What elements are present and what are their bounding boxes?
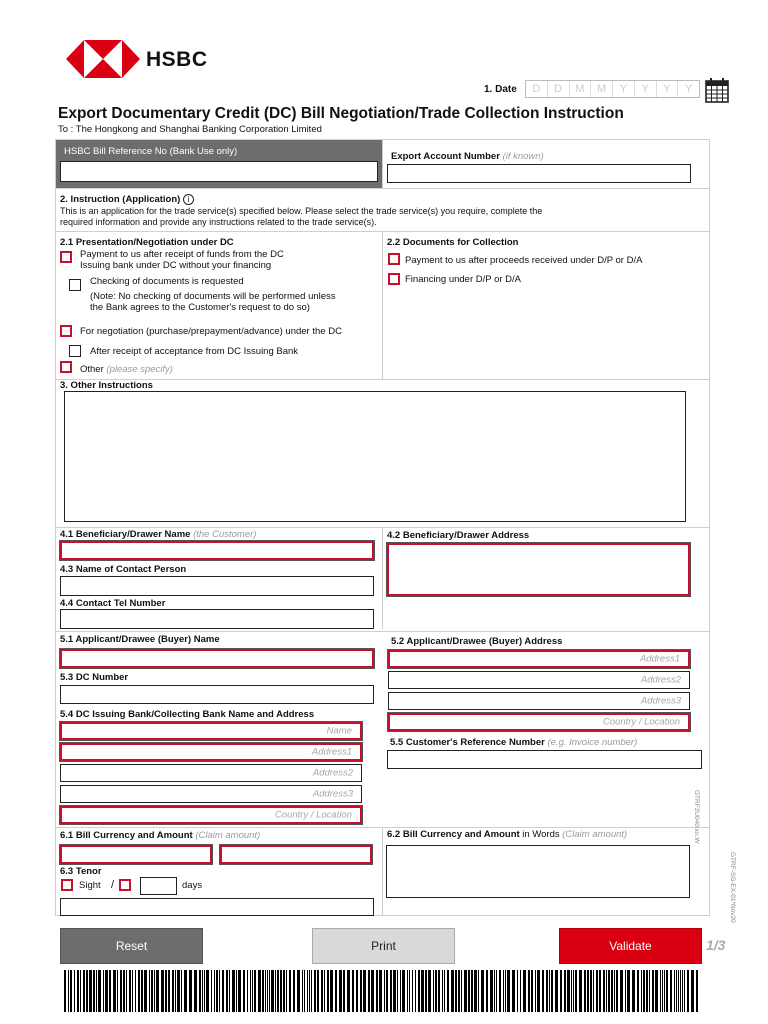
date-label: 1. Date bbox=[484, 84, 517, 95]
hsbc-hexagon-icon bbox=[66, 40, 140, 78]
date-cell[interactable]: D bbox=[526, 81, 548, 97]
bill-currency-label: 6.1 Bill Currency and Amount (Claim amount) bbox=[60, 830, 261, 841]
date-cell[interactable]: Y bbox=[635, 81, 657, 97]
checking-docs-label: Checking of documents is requested bbox=[90, 276, 244, 287]
acceptance-checkbox[interactable] bbox=[69, 345, 81, 357]
contact-person-input[interactable] bbox=[60, 576, 374, 596]
addressee-line: To : The Hongkong and Shanghai Banking Corporation Limited bbox=[58, 124, 322, 135]
tenor-detail-input[interactable] bbox=[60, 898, 374, 916]
date-cell[interactable]: M bbox=[591, 81, 613, 97]
info-icon[interactable]: i bbox=[183, 194, 194, 205]
bill-amount-input[interactable] bbox=[220, 845, 372, 864]
beneficiary-address-input[interactable] bbox=[387, 543, 690, 596]
applicant-name-label: 5.1 Applicant/Drawee (Buyer) Name bbox=[60, 634, 220, 645]
instruction-desc-2: required information and provide any instructions related to the trade service(s). bbox=[60, 217, 377, 227]
date-cell[interactable]: Y bbox=[657, 81, 679, 97]
issuing-bank-country-input[interactable]: Country / Location bbox=[60, 806, 362, 824]
collection-financing-checkbox[interactable] bbox=[388, 273, 400, 285]
form-title: Export Documentary Credit (DC) Bill Negotiation/Trade Collection Instruction bbox=[58, 105, 624, 122]
amount-words-input[interactable] bbox=[386, 845, 690, 898]
checking-docs-checkbox[interactable] bbox=[69, 279, 81, 291]
applicant-name-input[interactable] bbox=[60, 649, 374, 668]
section-2-2-heading: 2.2 Documents for Collection bbox=[387, 237, 519, 248]
other-instructions-textarea[interactable] bbox=[64, 391, 686, 522]
applicant-address2-input[interactable]: Address2 bbox=[388, 671, 690, 689]
collection-payment-label: Payment to us after proceeds received under D/P or D/A bbox=[405, 255, 643, 266]
issuing-bank-address1-input[interactable]: Address1 bbox=[60, 743, 362, 761]
side-code-2: GTRF-SG-EX-01*Nov20 bbox=[729, 852, 736, 923]
brand-name: HSBC bbox=[146, 48, 208, 71]
reset-button[interactable]: Reset bbox=[60, 928, 203, 964]
tenor-label: 6.3 Tenor bbox=[60, 866, 102, 877]
dc-number-input[interactable] bbox=[60, 685, 374, 704]
negotiation-label: For negotiation (purchase/prepayment/advance) under the DC bbox=[80, 326, 342, 337]
calendar-icon[interactable] bbox=[705, 77, 729, 108]
issuing-bank-name-input[interactable]: Name bbox=[60, 722, 362, 740]
page-indicator: 1/3 bbox=[706, 937, 726, 953]
date-cell[interactable]: M bbox=[570, 81, 592, 97]
dc-payment-label-2: Issuing bank under DC without your financing bbox=[80, 260, 272, 271]
checking-note-2: the Bank agrees to the Customer's request to do so) bbox=[90, 302, 310, 313]
bill-currency-input[interactable] bbox=[60, 845, 212, 864]
contact-tel-label: 4.4 Contact Tel Number bbox=[60, 598, 166, 609]
tenor-slash: / bbox=[111, 879, 115, 891]
other-checkbox[interactable] bbox=[60, 361, 72, 373]
days-label: days bbox=[182, 880, 203, 891]
tenor-days-input[interactable] bbox=[140, 877, 177, 895]
hsbc-logo bbox=[66, 40, 140, 83]
date-cell[interactable]: D bbox=[548, 81, 570, 97]
date-cell[interactable]: Y bbox=[613, 81, 635, 97]
issuing-bank-label: 5.4 DC Issuing Bank/Collecting Bank Name and Address bbox=[60, 709, 315, 720]
barcode-image bbox=[64, 970, 700, 1012]
amount-words-label: 6.2 Bill Currency and Amount in Words (Claim amount) bbox=[387, 829, 628, 840]
applicant-address3-input[interactable]: Address3 bbox=[388, 692, 690, 710]
other-label: Other (please specify) bbox=[80, 364, 173, 375]
section-2-1-heading: 2.1 Presentation/Negotiation under DC bbox=[60, 237, 234, 248]
dc-number-label: 5.3 DC Number bbox=[60, 672, 129, 683]
side-code-1: GTRF2U040.xn.W bbox=[693, 790, 700, 844]
customer-ref-label: 5.5 Customer's Reference Number (e.g. Invoice number) bbox=[390, 737, 638, 748]
sight-label: Sight bbox=[79, 880, 101, 891]
instruction-heading: 2. Instruction (Application) i bbox=[60, 194, 194, 205]
days-checkbox[interactable] bbox=[119, 879, 131, 891]
issuing-bank-address3-input[interactable]: Address3 bbox=[60, 785, 362, 803]
bank-ref-input bbox=[60, 161, 378, 182]
print-button[interactable]: Print bbox=[312, 928, 455, 964]
date-input[interactable] bbox=[525, 80, 700, 98]
collection-payment-checkbox[interactable] bbox=[388, 253, 400, 265]
customer-ref-input[interactable] bbox=[387, 750, 702, 769]
beneficiary-address-label: 4.2 Beneficiary/Drawer Address bbox=[387, 530, 530, 541]
export-account-input[interactable] bbox=[387, 164, 691, 183]
validate-button[interactable]: Validate bbox=[559, 928, 702, 964]
other-instructions-heading: 3. Other Instructions bbox=[60, 380, 153, 391]
sight-checkbox[interactable] bbox=[61, 879, 73, 891]
contact-person-label: 4.3 Name of Contact Person bbox=[60, 564, 187, 575]
applicant-address1-input[interactable]: Address1 bbox=[388, 650, 690, 668]
negotiation-checkbox[interactable] bbox=[60, 325, 72, 337]
beneficiary-name-label: 4.1 Beneficiary/Drawer Name (the Customer) bbox=[60, 529, 257, 540]
contact-tel-input[interactable] bbox=[60, 609, 374, 629]
applicant-address-label: 5.2 Applicant/Drawee (Buyer) Address bbox=[391, 636, 563, 647]
collection-financing-label: Financing under D/P or D/A bbox=[405, 274, 521, 285]
export-account-label: Export Account Number (if known) bbox=[391, 151, 544, 162]
barcode bbox=[64, 970, 700, 1017]
beneficiary-name-input[interactable] bbox=[60, 541, 374, 560]
instruction-desc-1: This is an application for the trade service(s) specified below. Please select the trade service(s) you require, complete the bbox=[60, 206, 543, 216]
acceptance-label: After receipt of acceptance from DC Issuing Bank bbox=[90, 346, 299, 357]
dc-payment-label-1: Payment to us after receipt of funds from the DC bbox=[80, 249, 284, 260]
applicant-country-input[interactable]: Country / Location bbox=[388, 713, 690, 731]
checking-note-1: (Note: No checking of documents will be performed unless bbox=[90, 291, 336, 302]
bank-ref-label: HSBC Bill Reference No (Bank Use only) bbox=[64, 146, 238, 157]
issuing-bank-address2-input[interactable]: Address2 bbox=[60, 764, 362, 782]
dc-payment-checkbox[interactable] bbox=[60, 251, 72, 263]
date-cell[interactable]: Y bbox=[684, 83, 693, 95]
